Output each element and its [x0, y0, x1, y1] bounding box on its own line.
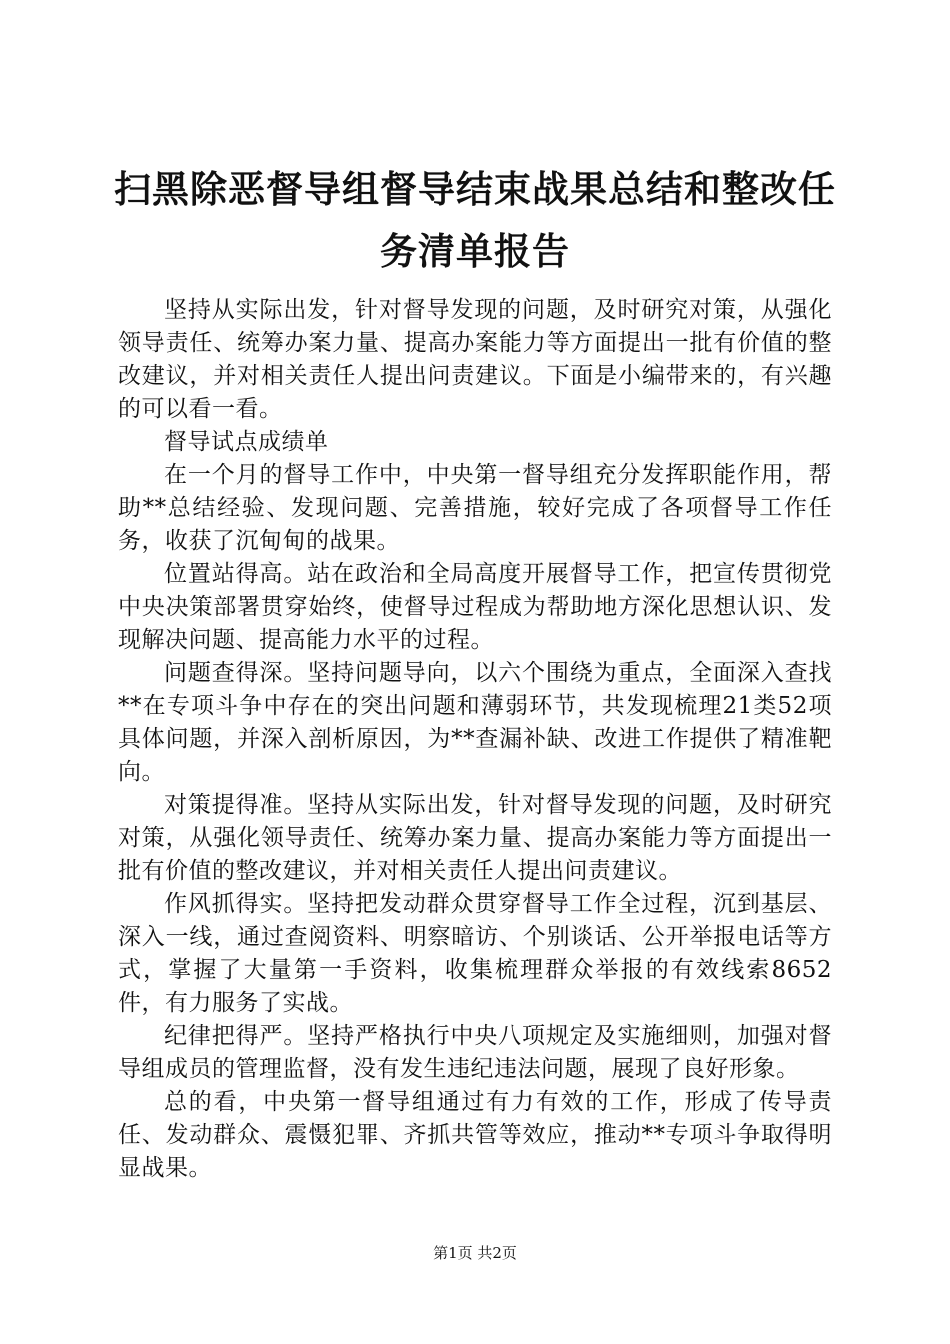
- page-footer: 第1页 共2页: [433, 1244, 517, 1262]
- paragraph-overview: 在一个月的督导工作中，中央第一督导组充分发挥职能作用，帮助**总结经验、发现问题、完善措施，较好完成了各项督导工作任务，收获了沉甸甸的战果。: [118, 462, 832, 554]
- paragraph-countermeasures: 对策提得准。坚持从实际出发，针对督导发现的问题，及时研究对策，从强化领导责任、统筹办案力量、提高办案能力等方面提出一批有价值的整改建议，并对相关责任人提出问责建议。: [118, 792, 832, 884]
- paragraph-work-style: 作风抓得实。坚持把发动群众贯穿督导工作全过程，沉到基层、深入一线，通过查阅资料、明察暗访、个别谈话、公开举报电话等方式，掌握了大量第一手资料，收集梳理群众举报的有效线索8652件，有力服务了实战。: [118, 891, 832, 1016]
- paragraph-intro: 坚持从实际出发，针对督导发现的问题，及时研究对策，从强化领导责任、统筹办案力量、提高办案能力等方面提出一批有价值的整改建议，并对相关责任人提出问责建议。下面是小编带来的，有兴趣的可以看一看。: [118, 297, 832, 422]
- paragraph-problems: 问题查得深。坚持问题导向，以六个围绕为重点，全面深入查找**在专项斗争中存在的突出问题和薄弱环节，共发现梳理21类52项具体问题，并深入剖析原因，为**查漏补缺、改进工作提供了精准靶向。: [118, 660, 832, 785]
- paragraph-position: 位置站得高。站在政治和全局高度开展督导工作，把宣传贯彻党中央决策部署贯穿始终，使督导过程成为帮助地方深化思想认识、发现解决问题、提高能力水平的过程。: [118, 561, 832, 653]
- paragraph-discipline: 纪律把得严。坚持严格执行中央八项规定及实施细则，加强对督导组成员的管理监督，没有发生违纪违法问题，展现了良好形象。: [118, 1023, 832, 1082]
- paragraph-summary: 总的看，中央第一督导组通过有力有效的工作，形成了传导责任、发动群众、震慑犯罪、齐抓共管等效应，推动**专项斗争取得明显战果。: [118, 1089, 832, 1181]
- document-body: [118, 294, 832, 1185]
- paragraph-section-heading: 督导试点成绩单: [164, 429, 329, 455]
- document-title: 扫黑除恶督导组督导结束战果总结和整改任务清单报告: [114, 167, 836, 273]
